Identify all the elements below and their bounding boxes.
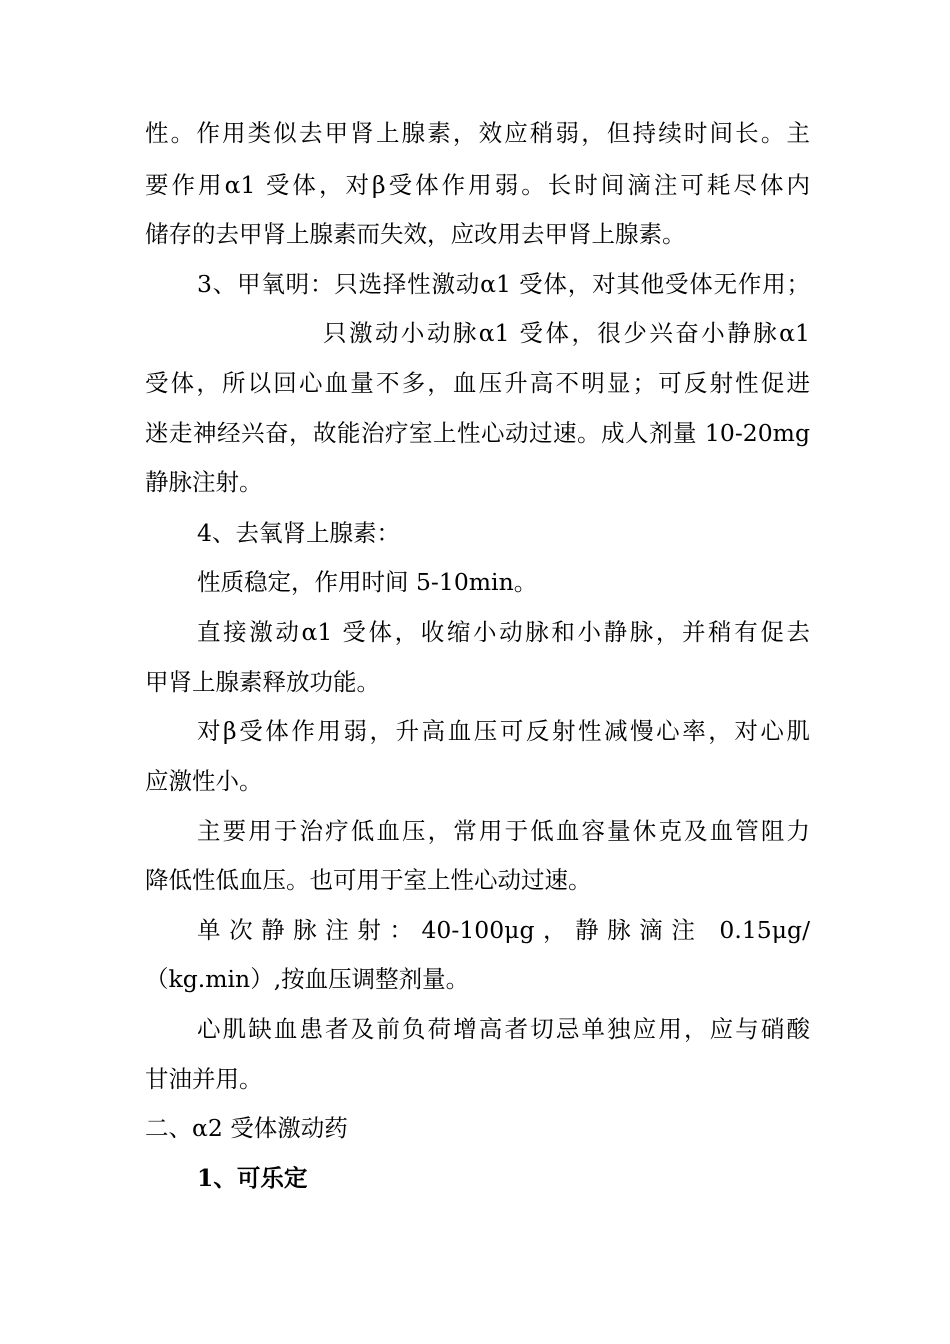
text-line: 甲肾上腺素释放功能。 xyxy=(145,668,380,696)
text-line: 受体，所以回心血量不多，血压升高不明显；可反射性促进 xyxy=(145,369,810,397)
text-line: 对β受体作用弱，升高血压可反射性减慢心率，对心肌 xyxy=(197,717,810,745)
section-heading: 3、甲氧明：只选择性激动α1 受体，对其他受体无作用； xyxy=(197,270,810,298)
dosage-line: 单次静脉注射：40-100μg，静脉滴注 0.15μg/ xyxy=(197,916,810,944)
text-line: 应激性小。 xyxy=(145,767,263,795)
text-line: 储存的去甲肾上腺素而失效，应改用去甲肾上腺素。 xyxy=(145,220,686,248)
section-heading: 二、α2 受体激动药 xyxy=(145,1114,348,1142)
text-line: 甘油并用。 xyxy=(145,1065,263,1093)
text-line: 只激动小动脉α1 受体，很少兴奋小静脉α1 xyxy=(323,319,810,347)
section-heading: 4、去氧肾上腺素： xyxy=(197,519,400,547)
text-line: 迷走神经兴奋，故能治疗室上性心动过速。成人剂量 10-20mg xyxy=(145,419,810,447)
text-line: 性。作用类似去甲肾上腺素，效应稍弱，但持续时间长。主 xyxy=(145,119,810,147)
dosage-line: （kg.min）,按血压调整剂量。 xyxy=(145,965,470,993)
text-line: 直接激动α1 受体，收缩小动脉和小静脉，并稍有促去 xyxy=(197,618,810,646)
text-line: 降低性低血压。也可用于室上性心动过速。 xyxy=(145,866,592,894)
subsection-heading: 1、可乐定 xyxy=(197,1164,308,1192)
text-line: 主要用于治疗低血压，常用于低血容量休克及血管阻力 xyxy=(197,817,810,845)
text-line: 静脉注射。 xyxy=(145,468,263,496)
text-line: 性质稳定，作用时间 5-10min。 xyxy=(197,568,538,596)
text-line: 心肌缺血患者及前负荷增高者切忌单独应用，应与硝酸 xyxy=(197,1015,810,1043)
text-line: 要作用α1 受体，对β受体作用弱。长时间滴注可耗尽体内 xyxy=(145,171,810,199)
